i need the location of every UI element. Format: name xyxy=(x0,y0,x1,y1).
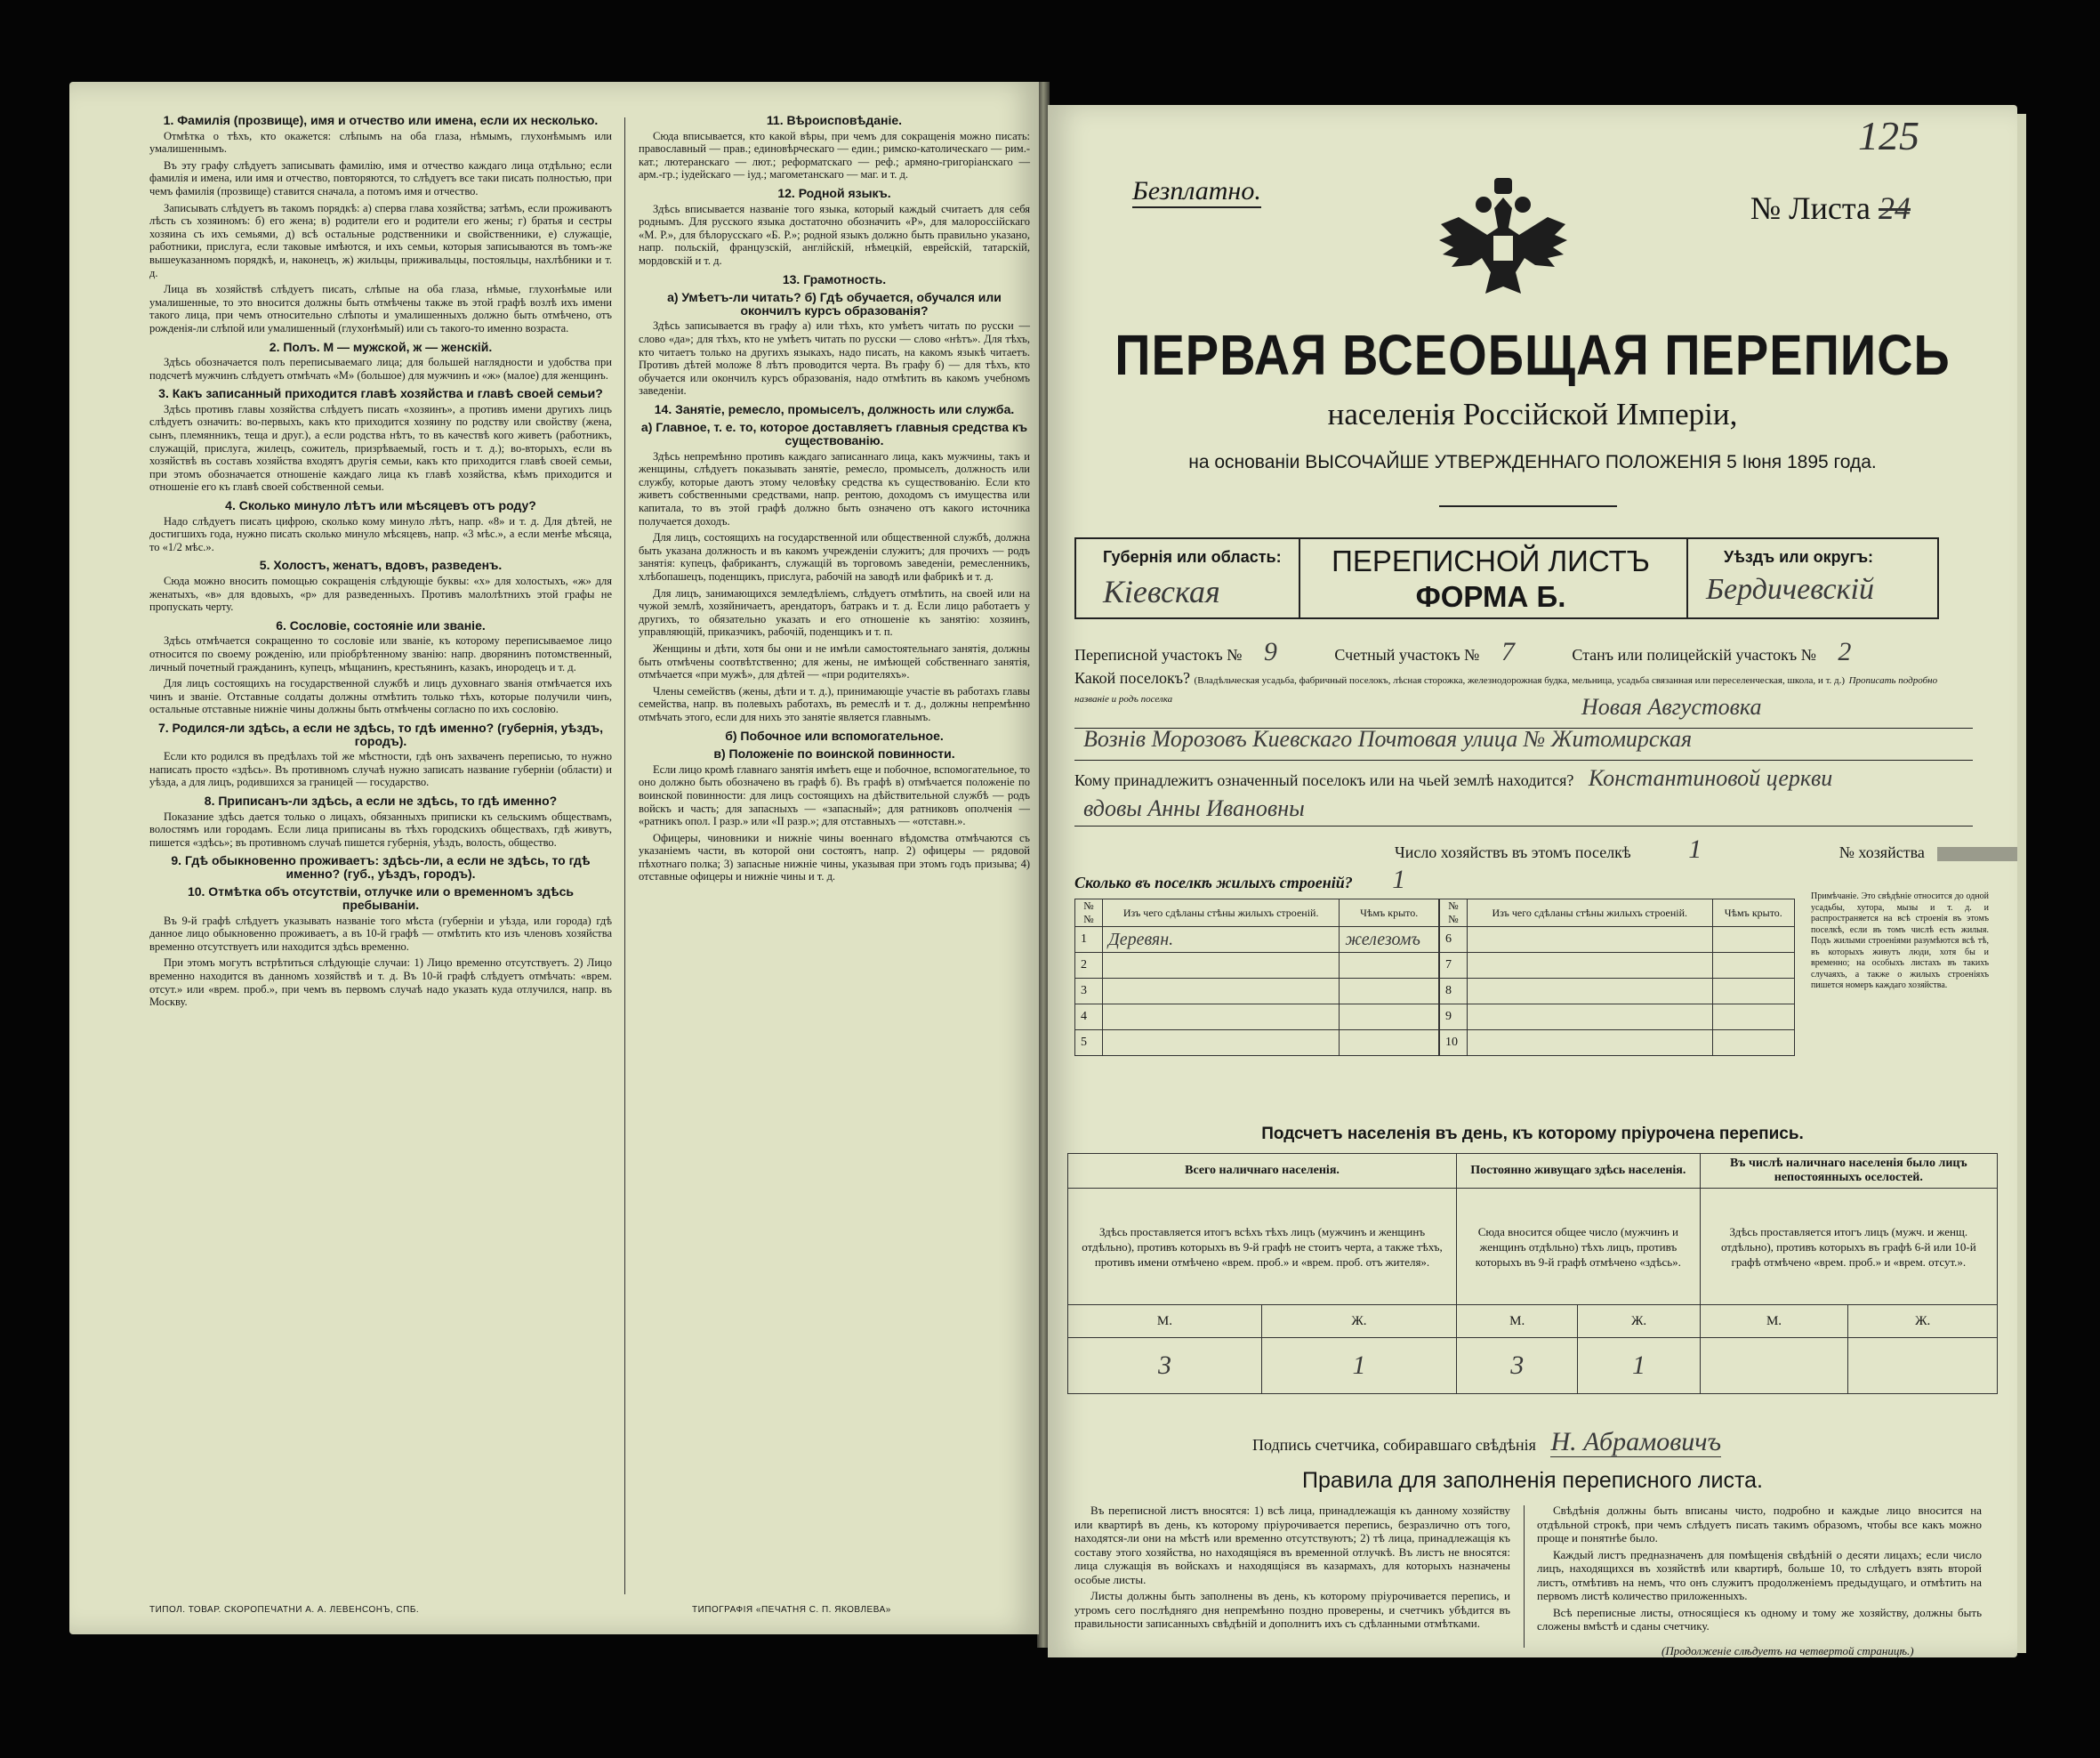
instruction-paragraph: Въ 9-й графѣ слѣдуетъ указывать названіе того мѣста (губерніи и уѣзда, или города) гдѣ данное лицо обыкновенно проживаетъ, а въ 10-й графѣ — отмѣтить кто изъ членовъ хозяйства временно отсутствуетъ или находится здѣсь временно. xyxy=(149,914,612,953)
table-row xyxy=(1075,979,1439,1004)
instruction-heading: 2. Полъ. М — мужской, ж — женскій. xyxy=(269,339,493,354)
walls-material xyxy=(1103,1004,1340,1030)
instruction-heading: 12. Родной языкъ. xyxy=(777,185,891,200)
buildings-count-label: Сколько въ поселкѣ жилыхъ строеній? xyxy=(1074,874,1353,891)
walls-material: Деревян. xyxy=(1103,927,1340,953)
instruction-heading: 14. Занятіе, ремесло, промыселъ, должность или служба. xyxy=(654,401,1015,416)
nonpermanent-male-value xyxy=(1700,1338,1848,1394)
rule-paragraph: Въ переписной листъ вносятся: 1) всѣ лица, принадлежащія къ данному хозяйству или квартирѣ въ день, къ которому пріурочивается перепись, безразлично отъ того, находятся-ли они на мѣстѣ или временно отсутствуютъ; 2) тѣ лица, принадлежащія къ составу этого хозяйства, но находящіяся въ временной отлучкѣ. Въ листъ не вносятся: лица служащія въ войскахъ и находящіяся въ казармахъ, для которыхъ назначены особые листы. xyxy=(1074,1504,1510,1586)
buildings-note: Примѣчаніе. Это свѣдѣніе относится до одной усадьбы, хутора, мызы и т. д. и распространяется на всѣ строенія въ этомъ поселкѣ, если въ томъ числѣ есть жилыя. Подъ жилыми строеніями разумѣются всѣ тѣ, въ которыхъ живутъ люди, хотя бы и временно; на особыхъ листахъ въ такихъ случаяхъ, а также о жилыхъ строеніяхъ пишется номеръ каждаго хозяйства. xyxy=(1811,891,1989,990)
instruction-paragraph: Сюда вписывается, кто какой вѣры, при чемъ для сокращенія можно писать: православный — прав.; единовѣрческаго — един.; римско-католическаго — рим.-кат.; лютеранскаго — лют.; реформатскаго — реф.; армяно-григоріанскаго — арм.-гр.; іудейскаго — іуд.; магометанскаго — маг. и т. д. xyxy=(639,129,1030,181)
guberniya-box xyxy=(1074,537,1300,619)
owner-value-1: Константиновой церкви xyxy=(1588,765,1833,791)
note-total-present: Здѣсь проставляется итогъ всѣхъ тѣхъ лицъ (мужчинъ и женщинъ отдѣльно), противъ которыхъ въ 9-й графѣ не стоитъ черта, а также тѣхъ, противъ имени отмѣчено «врем. проб.» и «врем. проб. отъ жителя». xyxy=(1068,1189,1457,1305)
uezd-value: Бердичевскій xyxy=(1706,573,1874,606)
right-page-census-form xyxy=(1048,105,2017,1657)
table-row xyxy=(1440,953,1795,979)
walls-material xyxy=(1468,1004,1713,1030)
female-header: Ж. xyxy=(1261,1305,1456,1338)
roof-material xyxy=(1340,953,1439,979)
rules-title: Правила для заполненія переписного листа. xyxy=(1302,1468,1763,1493)
instruction-paragraph: Сюда можно вносить помощью сокращенія слѣдующіе буквы: «х» для холостыхъ, «ж» для женатыхъ, «в» для вдовыхъ, «р» для разведенныхъ. Противъ малолѣтнихъ этой графы не пропускать черту. xyxy=(149,575,612,614)
settlement-value-1: Новая Августовка xyxy=(1581,694,1762,720)
table-header-row xyxy=(1440,899,1795,927)
walls-material xyxy=(1103,1030,1340,1056)
instruction-paragraph: Лица въ хозяйствѣ слѣдуетъ писать, слѣпые на оба глаза, нѣмые, глухонѣмые или умалишенные, то это вносится должны быть отмѣчены также въ этой графѣ возлѣ ихъ имени такого лица, при чемъ относительно слѣпоты и умалишенныхъ должно быть отмѣчено, отъ рожденія-ли слѣпой или умалишенный (глухонѣмый) или съ такого-то именно возраста. xyxy=(149,283,612,335)
instructions-column-2 xyxy=(639,109,1030,887)
total-female-value: 1 xyxy=(1261,1338,1456,1394)
settlement-hint: (Владѣльческая усадьба, фабричный поселокъ, лѣсная сторожка, железнодорожная будка, мельница, усадьба связанная или переселенческая, школа, и т. д.) xyxy=(1194,675,1846,686)
free-label: Безплатно. xyxy=(1132,176,1261,208)
instruction-paragraph: Отмѣтка о тѣхъ, кто окажется: слѣпымъ на оба глаза, нѣмымъ, глухонѣмымъ или умалишеннымъ. xyxy=(149,129,612,156)
instruction-heading: 4. Сколько минуло лѣтъ или мѣсяцевъ отъ роду? xyxy=(225,498,536,513)
buildings-table-left xyxy=(1074,899,1439,1056)
roof-material xyxy=(1340,1030,1439,1056)
walls-material xyxy=(1103,979,1340,1004)
census-district-field xyxy=(1074,637,1851,667)
instruction-heading: 11. Вѣроисповѣданіе. xyxy=(766,113,903,127)
male-header: М. xyxy=(1700,1305,1848,1338)
instructions-column-1 xyxy=(149,109,612,1012)
guberniya-label: Губернія или область: xyxy=(1103,548,1282,566)
form-title-box xyxy=(1295,537,1686,619)
sheet-number xyxy=(1750,190,1911,227)
table-row xyxy=(1440,1004,1795,1030)
population-count-title: Подсчетъ населенія въ день, къ которому пріурочена перепись. xyxy=(1261,1125,1804,1143)
instruction-paragraph: Женщины и дѣти, хотя бы они и не имѣли самостоятельнаго занятія, должны быть отмѣчены соотвѣтственно; для жены, не имѣющей собственнаго занятія, отмѣчается «при мужѣ», для дѣтей — «при родителяхъ». xyxy=(639,641,1030,681)
instruction-heading: 5. Холостъ, женатъ, вдовъ, разведенъ. xyxy=(259,558,503,573)
instruction-heading: 3. Какъ записанный приходится главѣ хозяйства и главѣ своей семьи? xyxy=(158,386,603,401)
instruction-paragraph: Если кто родился въ предѣлахъ той же мѣстности, гдѣ онъ захваченъ переписью, то нужно написать просто «здѣсь». Въ противномъ случаѣ нужно записать название губерніи (области) и уѣзда, а для лицъ, родившихся за границей — государство. xyxy=(149,750,612,789)
police-district-value: 2 xyxy=(1838,637,1852,666)
roof-material xyxy=(1712,1004,1795,1030)
rule-paragraph: Листы должны быть заполнены въ день, къ которому пріурочивается перепись, и утромъ сего послѣдняго дня непремѣнно поздно проверены, и счетчикъ убѣдится въ правильности записанныхъ свѣдѣній и дополнитъ ихъ съ сдѣланными отмѣтками. xyxy=(1074,1589,1510,1630)
guberniya-value: Кіевская xyxy=(1103,574,1220,609)
instruction-heading: 10. Отмѣтка объ отсутствіи, отлучке или о временномъ здѣсь пребываніи. xyxy=(187,884,575,913)
table-row xyxy=(1440,979,1795,1004)
population-count-table xyxy=(1067,1153,1998,1394)
col-header-roof: Чѣмъ крыто. xyxy=(1712,899,1795,927)
title-divider xyxy=(1439,505,1617,507)
roof-material xyxy=(1712,927,1795,953)
owner-field xyxy=(1074,765,1832,792)
rule-paragraph: Свѣдѣнія должны быть вписаны чисто, подробно и каждые лицо вносится на отдѣльной строкѣ, при чемъ слѣдуетъ писать такимъ образомъ, чтобы все какъ можно проще и понятнѣе было. xyxy=(1537,1504,1982,1544)
households-count-label: Число хозяйствъ въ этомъ поселкѣ xyxy=(1395,843,1631,861)
instruction-heading: а) Умѣетъ-ли читать? б) Гдѣ обучается, обучался или окончилъ курсъ образованія? xyxy=(667,290,1002,318)
buildings-count-value: 1 xyxy=(1392,865,1406,894)
col-header-number: №№ xyxy=(1440,899,1468,927)
row-number: 5 xyxy=(1075,1030,1103,1056)
header-permanent: Постоянно живущаго здѣсь населенія. xyxy=(1457,1154,1701,1189)
rule-paragraph: Каждый листъ предназначенъ для помѣщенія свѣдѣній о десяти лицахъ; если число лицъ, находящихся въ хозяйствѣ или квартирѣ, больше 10, то слѣдуетъ взять второй листъ, отмѣтивъ на немъ, что онъ служитъ продолженіемъ предыдущаго, и отмѣтить на первомъ листѣ количество приложенныхъ. xyxy=(1537,1547,1982,1602)
col-header-walls: Изъ чего сдѣланы стѣны жилыхъ строеній. xyxy=(1103,899,1340,927)
row-number: 7 xyxy=(1440,953,1468,979)
row-number: 2 xyxy=(1075,953,1103,979)
buildings-table-right xyxy=(1439,899,1795,1056)
female-header: Ж. xyxy=(1578,1305,1700,1338)
roof-material xyxy=(1712,953,1795,979)
rule-paragraph: Всѣ переписные листы, относящіеся къ одному и тому же хозяйству, должны быть сложены вмѣстѣ и сданы счетчику. xyxy=(1537,1605,1982,1633)
instruction-heading: б) Побочное или вспомогательное. xyxy=(725,728,944,743)
instruction-heading: 1. Фамилія (прозвище), имя и отчество или имена, если их несколько. xyxy=(163,113,599,127)
instruction-heading: 7. Родился-ли здѣсь, а если не здѣсь, то гдѣ именно? (губернія, уѣздъ, городъ). xyxy=(157,720,604,748)
instruction-paragraph: Если лицо кромѣ главнаго занятія имѣетъ еще и побочное, вспомогательное, то оно должно быть обозначено въ графѣ б). Въ графѣ в) отмѣчается положеніе по воинской повинности: для лицъ состоящихъ на дѣйствительной службѣ — родъ войскъ и часть; для запасныхъ — «запасный»; для ратниковъ ополченія — «ратникъ опол. I разр.» или «II разр.»; для отставныхъ — «отставн.». xyxy=(639,762,1030,828)
fill-line xyxy=(1074,826,1973,827)
table-row xyxy=(1075,1004,1439,1030)
fill-line xyxy=(1074,760,1973,761)
instruction-paragraph: Записывать слѣдуетъ въ такомъ порядкѣ: а) сперва глава хозяйства; затѣмъ, если проживаютъ лѣсть съ хозяиномъ: б) его жена; в) родители его и родители его жены; г) братья и сестры хозяина съ ихъ семьями, д) всѣ остальные родственники и свойственники, е) служащіе, работники, прислуга, если таковые имѣются, и ихъ семьи, которыя записываются въ томъ-же вышеуказанномъ порядкѣ, и, наконецъ, ж) жильцы, приживальцы, постояльцы, нахлѣбники и т. д. xyxy=(149,201,612,279)
instruction-paragraph: Члены семействъ (жены, дѣти и т. д.), принимающіе участіе въ работахъ главы семейства, напр. въ полевыхъ работахъ, въ ремеслѣ и т. д., должны непремѣнно отмѣчать этого, если для нихъ это занятіе является главнымъ. xyxy=(639,684,1030,723)
row-number: 10 xyxy=(1440,1030,1468,1056)
instruction-paragraph: Здѣсь записывается въ графу а) или тѣхъ, кто умѣетъ читать по русски — слово «да»; для тѣхъ, кто не умѣетъ читать по русски — слово «нѣтъ». Для тѣхъ, кто читаетъ только на другихъ языкахъ, надо писать, на какомъ языкѣ читаетъ. Противъ дѣтей моложе 8 лѣтъ проводится черта. Въ графу б) — для тѣхъ, кто обучается или окончилъ курсъ образованія, надо отмѣтить въ какомъ учебномъ заведеніи. xyxy=(639,319,1030,398)
walls-material xyxy=(1468,1030,1713,1056)
row-number: 8 xyxy=(1440,979,1468,1004)
column-divider xyxy=(624,117,625,1594)
counting-district-label: Счетный участокъ № xyxy=(1334,646,1480,664)
left-page-instructions xyxy=(69,82,1039,1634)
instruction-paragraph: Офицеры, чиновники и нижніе чины военнаго вѣдомства отмѣчаются съ указаніемъ части, въ которой они состоятъ, напр. 2) офицеры — рядовой пѣхотнаго полка; 3) запасные нижніе чины, указывая при этомъ годъ призыва; 4) отставные офицеры и нижніе чины и т. д. xyxy=(639,831,1030,883)
row-number: 4 xyxy=(1075,1004,1103,1030)
header-total-present: Всего наличнаго населенія. xyxy=(1068,1154,1457,1189)
instruction-paragraph: Здѣсь противъ главы хозяйства слѣдуетъ писать «хозяинъ», а противъ имени другихъ лицъ слѣдуетъ означить: во-первыхъ, какъ кто приходится хозяину по родству или свойству (жена, сынъ, племянникъ, теща и друг.), а если родства нѣтъ, то въ качествѣ кого живетъ (работникъ, служащій, прислуга, жилецъ, сожитель, призрѣваемый, гость и т. д.); во-вторыхъ, если въ хозяйствѣ въ составъ хозяйства входятъ другія семьи, какъ кто приходится главѣ своей семьи, при этомъ обозначается отношеніе каждаго лица къ главѣ хозяйства, кѣмъ приходится и отношеніе его къ главѣ своей собственной семьи. xyxy=(149,402,612,494)
census-subtitle: населенія Россійской Имперіи, xyxy=(1327,397,1738,431)
note-non-permanent: Здѣсь проставляется итогъ лицъ (мужч. и женщ. отдѣльно), противъ которыхъ въ графѣ 6-й или 10-й графѣ отмѣчено «врем. проб.» и «врем. отсут.». xyxy=(1700,1189,1997,1305)
census-title: ПЕРВАЯ ВСЕОБЩАЯ ПЕРЕПИСЬ xyxy=(1114,322,1951,387)
enumerator-signature: Н. Абрамовичъ xyxy=(1550,1427,1722,1456)
roof-material xyxy=(1712,1030,1795,1056)
instruction-heading: а) Главное, т. е. то, которое доставляетъ главныя средства къ существованію. xyxy=(640,420,1028,448)
table-header-row xyxy=(1075,899,1439,927)
instruction-heading: в) Положеніе по воинской повинности. xyxy=(713,746,955,762)
instruction-heading: 13. Грамотность. xyxy=(782,271,887,286)
settlement-value-2: Вознів Морозовъ Киевскаго Почтовая улица № Житомирская xyxy=(1083,726,1693,752)
permanent-female-value: 1 xyxy=(1578,1338,1700,1394)
instruction-paragraph: При этомъ могутъ встрѣтиться слѣдующіе случаи: 1) Лицо временно отсутствуетъ. 2) Лицо временно находится въ данномъ хозяйствѣ и т. д. Въ 10-й графѣ слѣдуетъ отмѣчать: «врем. отсут.» или «врем. проб.», при чемъ въ первомъ случаѣ надо указать куда отлучился, напр. въ Москву. xyxy=(149,956,612,1009)
table-row xyxy=(1440,927,1795,953)
household-number-redacted xyxy=(1937,847,2017,861)
printer-footer-left: ТИПОЛ. ТОВАР. СКОРОПЕЧАТНИ А. А. ЛЕВЕНСОНЪ, СПБ. xyxy=(149,1605,420,1615)
rules-column-2 xyxy=(1537,1504,1982,1636)
instruction-paragraph: Здѣсь вписывается названіе того языка, который каждый считаетъ для себя роднымъ. Для русского языка достаточно обозначить «Р», для малороссійскаго «М. Р.», для бѣлорусскаго «Б. Р.»; родной языкъ должно быть правильно указано, напр. польскій, французскій, англійскій, нѣмецкій, еврейскій, татарскій, мордовскій и т. д. xyxy=(639,202,1030,267)
households-count-field xyxy=(1395,835,2017,865)
signature-field xyxy=(1252,1427,1721,1457)
roof-material xyxy=(1340,1004,1439,1030)
male-header: М. xyxy=(1068,1305,1262,1338)
counting-district-value: 7 xyxy=(1501,637,1515,666)
col-header-roof: Чѣмъ крыто. xyxy=(1340,899,1439,927)
header-non-permanent: Въ числѣ наличнаго населенія было лицъ непостоянныхъ оселостей. xyxy=(1700,1154,1997,1189)
table-row xyxy=(1075,1030,1439,1056)
uezd-box xyxy=(1686,537,1939,619)
settlement-label: Какой поселокъ? xyxy=(1074,669,1191,687)
instruction-heading: 8. Приписанъ-ли здѣсь, а если не здѣсь, то гдѣ именно? xyxy=(204,793,558,808)
instruction-paragraph: Здѣсь обозначается полъ переписываемаго лица; для большей наглядности и удобства при подсчетѣ мужчинъ слѣдуетъ отмѣчать «М» (большое) для мужчинъ и «ж» (малое) для женщинъ. xyxy=(149,356,612,382)
owner-label: Кому принадлежитъ означенный поселокъ или на чьей землѣ находится? xyxy=(1074,771,1574,789)
row-number: 6 xyxy=(1440,927,1468,953)
census-district-value: 9 xyxy=(1263,637,1277,666)
sheet-number-label: № Листа xyxy=(1750,190,1871,226)
form-type: ФОРМА Б. xyxy=(1415,580,1566,613)
double-headed-eagle-emblem xyxy=(1432,173,1574,306)
printer-footer-right: ТИПОГРАФІЯ «ПЕЧАТНЯ С. П. ЯКОВЛЕВА» xyxy=(692,1605,891,1615)
census-district-label: Переписной участокъ № xyxy=(1074,646,1243,664)
households-count-value: 1 xyxy=(1688,835,1702,864)
roof-material xyxy=(1712,979,1795,1004)
uezd-label: Уѣздъ или округъ: xyxy=(1724,548,1874,566)
col-header-number: №№ xyxy=(1075,899,1103,927)
walls-material xyxy=(1468,953,1713,979)
instruction-paragraph: Надо слѣдуетъ писать цифрою, сколько кому минуло лѣтъ, напр. «8» и т. д. Для дѣтей, не достигшихъ года, нужно писать сколько минуло мѣсяцевъ, напр. «3 мѣс.», а если менѣе мѣсяца, то «1/2 мѣс.». xyxy=(149,514,612,553)
instruction-paragraph: Показание здѣсь дается только о лицахъ, обязанныхъ приписки къ сельскимъ обществамъ, волостямъ или городамъ. Если лица приписаны въ тѣхъ городскихъ обществахъ, гдѣ живутъ, пишется «здѣсь»; въ противномъ случаѣ пишется губернія, уѣздъ, волость, общество. xyxy=(149,810,612,849)
signature-label: Подпись счетчика, собиравшаго свѣдѣнія xyxy=(1252,1436,1536,1454)
walls-material xyxy=(1103,953,1340,979)
row-number: 9 xyxy=(1440,1004,1468,1030)
page-number: 125 xyxy=(1858,113,1919,158)
male-header: М. xyxy=(1457,1305,1578,1338)
row-number: 3 xyxy=(1075,979,1103,1004)
instruction-heading: 6. Сословіе, состояніе или званіе. xyxy=(276,617,486,633)
table-row xyxy=(1075,927,1439,953)
total-male-value: 3 xyxy=(1068,1338,1262,1394)
roof-material: железомъ xyxy=(1340,927,1439,953)
instruction-paragraph: Для лицъ состоящихъ на государственной службѣ и лицъ духовнаго званія отмѣчается ихъ чинъ и званіе. Отставные солдаты должны отмѣтить только тѣхъ, которые получили чинъ, остальные отставные нижніе чины должны быть отмѣчены согласно по ихъ сословію. xyxy=(149,677,612,716)
table-row xyxy=(1075,953,1439,979)
note-permanent: Сюда вносится общее число (мужчинъ и женщинъ отдѣльно) тѣхъ лицъ, противъ которыхъ въ 9-й графѣ отмѣчено «здѣсь». xyxy=(1457,1189,1701,1305)
nonpermanent-female-value xyxy=(1848,1338,1998,1394)
settlement-hint-2: Прописать подробно названіе и родъ поселка xyxy=(1074,675,1938,705)
walls-material xyxy=(1468,979,1713,1004)
page-stack-edge xyxy=(2017,114,2026,1653)
table-row xyxy=(1440,1030,1795,1056)
instruction-heading: 9. Гдѣ обыкновенно проживаетъ: здѣсь-ли, а если не здѣсь, то гдѣ именно? (губ., уѣздъ, городъ). xyxy=(171,853,591,881)
roof-material xyxy=(1340,979,1439,1004)
permanent-male-value: 3 xyxy=(1457,1338,1578,1394)
female-header: Ж. xyxy=(1848,1305,1998,1338)
instruction-paragraph: Здѣсь непремѣнно противъ каждаго записаннаго лица, какъ мужчины, такъ и женщины, слѣдуетъ показывать занятіе, ремесло, промыселъ, должность или службу, которые даютъ этому человѣку средства къ существованію. Если кто живетъ собственными средствами, напр. рентою, доходомъ съ имущества или капитала, то въ этой графѣ должно быть означено отъ какого источника получается доходъ. xyxy=(639,449,1030,528)
household-number-label: № хозяйства xyxy=(1839,843,1925,861)
instruction-paragraph: Въ эту графу слѣдуетъ записывать фамилію, имя и отчество каждаго лица отдѣльно; если фамилія и имена, или имя и отчество, повторяются, то слѣдуетъ все таки писать полностью, при чемъ фамилія (прозвище) ставится сначала, а потомъ имя и отчество. xyxy=(149,158,612,198)
form-title: ПЕРЕПИСНОЙ ЛИСТЪ xyxy=(1332,544,1650,577)
police-district-label: Станъ или полицейскій участокъ № xyxy=(1572,646,1816,664)
col-header-walls: Изъ чего сдѣланы стѣны жилыхъ строеній. xyxy=(1468,899,1713,927)
settlement-field xyxy=(1074,669,1964,706)
instruction-paragraph: Для лицъ, состоящихъ на государственной или общественной службѣ, должна быть указана должность и въ какомъ учрежденіи служитъ; для прочихъ — родъ занятія: купецъ, фабрикантъ, служащій въ торговомъ заведеніи, ремесленникъ, хлѣбопашецъ, поденщикъ, прислуга, рабочій на заводѣ или фабрикѣ и т. д. xyxy=(639,531,1030,583)
instruction-paragraph: Для лицъ, занимающихся земледѣліемъ, слѣдуетъ отмѣтить, на своей или на чужой землѣ, хозяйничаетъ, арендаторъ, батракъ и т. д. Если лицо работаетъ у другихъ, то обязательно указать и его отношеніе къ занятію: хозяинъ, управляющій, приказчикъ, рабочій, поденщикъ и т. п. xyxy=(639,586,1030,639)
sheet-number-value: 24 xyxy=(1879,190,1911,226)
walls-material xyxy=(1468,927,1713,953)
owner-value-2: вдовы Анны Ивановны xyxy=(1083,795,1305,821)
column-divider xyxy=(1524,1505,1525,1648)
instruction-paragraph: Здѣсь отмѣчается сокращенно то сословіе или званіе, къ которому переписываемое лицо относится по своему рожденію, или пріобрѣтенному званію: напр. дворянинъ потомственный, личный почетный гражданинъ, купецъ, мѣщанинъ, крестьянинъ, казакъ, инородецъ и т. д. xyxy=(149,634,612,673)
rules-column-1 xyxy=(1074,1504,1510,1633)
row-number: 1 xyxy=(1075,927,1103,953)
legal-basis: на основаніи ВЫСОЧАЙШЕ УТВЕРЖДЕННАГО ПОЛОЖЕНІЯ 5 Іюня 1895 года. xyxy=(1188,452,1877,472)
buildings-count-field xyxy=(1074,865,1405,895)
rules-continuation: (Продолженіе слѣдуетъ на четвертой страницѣ.) xyxy=(1661,1644,1914,1657)
